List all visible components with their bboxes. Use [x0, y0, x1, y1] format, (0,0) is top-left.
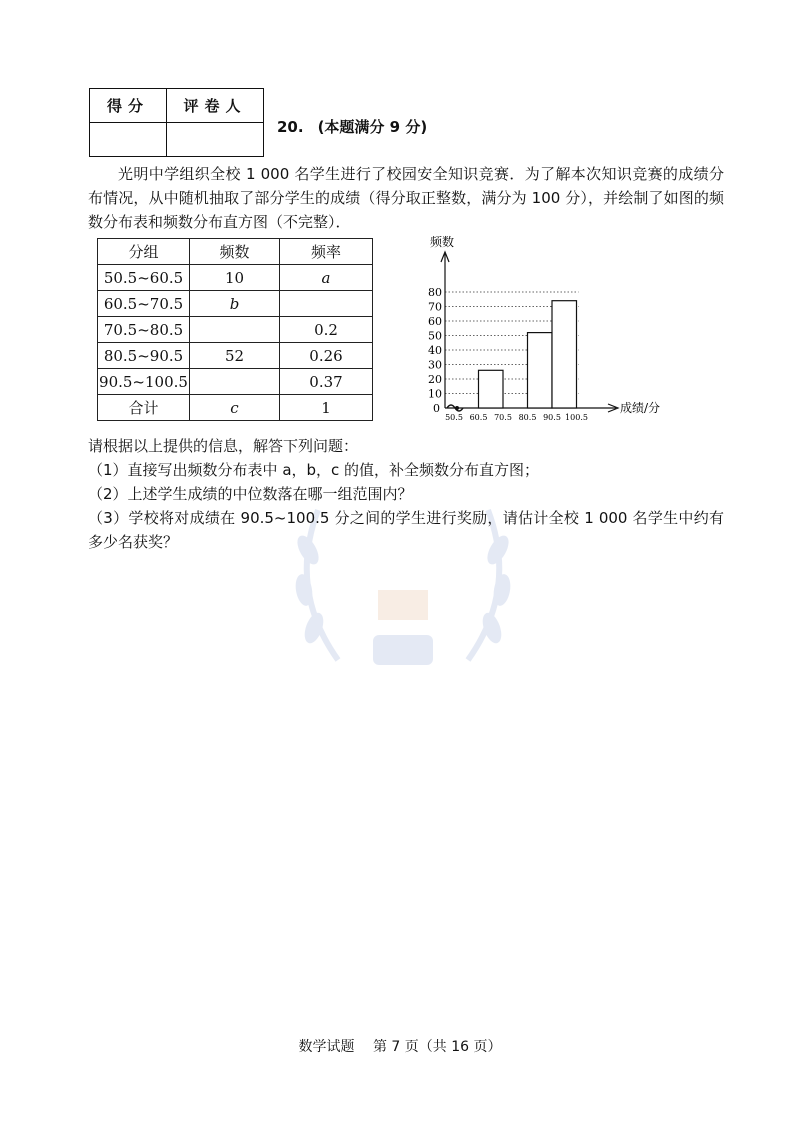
y-tick-label: 50 — [428, 329, 442, 343]
table-cell: 80.5~90.5 — [98, 343, 190, 369]
table-cell — [190, 317, 280, 343]
x-tick-label: 90.5 — [543, 413, 561, 422]
table-row — [98, 369, 373, 395]
table-cell: 60.5~70.5 — [98, 291, 190, 317]
frequency-histogram — [408, 232, 678, 422]
table-cell: 0.2 — [280, 317, 373, 343]
table-row — [98, 317, 373, 343]
axis-break-dot — [455, 406, 459, 410]
table-cell: 1 — [280, 395, 373, 421]
y-tick-label: 30 — [428, 358, 442, 372]
question-list — [88, 434, 724, 554]
header-frequency: 频数 — [190, 239, 280, 265]
table-cell — [280, 291, 373, 317]
table-cell: 10 — [190, 265, 280, 291]
table-cell: 合计 — [98, 395, 190, 421]
header-group: 分组 — [98, 239, 190, 265]
origin-label: 0 — [433, 402, 440, 415]
table-cell — [190, 369, 280, 395]
table-row — [98, 265, 373, 291]
score-cell[interactable] — [90, 123, 167, 157]
y-tick-label: 80 — [428, 286, 442, 299]
table-cell: b — [190, 291, 280, 317]
y-axis-label: 频数 — [430, 235, 455, 249]
sub-question-3: （3）学校将对成绩在 90.5~100.5 分之间的学生进行奖励，请估计全校 1 000 名学生中约有多少名获奖？ — [88, 509, 724, 551]
histogram-bar — [528, 333, 553, 408]
table-row — [98, 395, 373, 421]
table-row — [98, 291, 373, 317]
y-tick-label: 10 — [428, 387, 442, 401]
table-cell: c — [190, 395, 280, 421]
x-tick-label: 50.5 — [445, 413, 463, 422]
table-cell: 50.5~60.5 — [98, 265, 190, 291]
x-tick-label: 60.5 — [469, 413, 488, 422]
histogram-bar — [552, 301, 577, 408]
x-tick-label: 70.5 — [494, 413, 512, 422]
frequency-table — [97, 238, 373, 421]
question-points: (本题满分 9 分) — [317, 118, 428, 136]
grader-label: 评卷人 — [167, 89, 264, 123]
question-heading — [277, 116, 427, 137]
table-cell: a — [280, 265, 373, 291]
x-tick-label: 80.5 — [518, 413, 537, 422]
page-footer: 数学试题 第 7 页（共 16 页） — [298, 1039, 502, 1055]
sub-question-1: （1）直接写出频数分布表中 a，b，c 的值，补全频数分布直方图； — [88, 461, 540, 479]
table-cell: 52 — [190, 343, 280, 369]
x-axis-label: 成绩/分 — [620, 401, 661, 415]
table-header-row — [98, 239, 373, 265]
y-tick-label: 70 — [428, 300, 442, 314]
table-row — [98, 343, 373, 369]
histogram-bar — [479, 370, 504, 408]
score-label: 得分 — [90, 89, 167, 123]
table-cell: 70.5~80.5 — [98, 317, 190, 343]
table-cell: 90.5~100.5 — [98, 369, 190, 395]
question-prompt: 请根据以上提供的信息，解答下列问题： — [88, 437, 359, 455]
table-cell: 0.26 — [280, 343, 373, 369]
sub-question-2: （2）上述学生成绩的中位数落在哪一组范围内？ — [88, 485, 413, 503]
question-number: 20. — [277, 118, 304, 136]
y-tick-label: 40 — [428, 344, 442, 357]
x-tick-label: 100.5 — [565, 413, 588, 422]
table-cell: 0.37 — [280, 369, 373, 395]
grader-cell[interactable] — [167, 123, 264, 157]
y-tick-label: 20 — [428, 373, 442, 386]
score-box — [89, 88, 264, 157]
header-rate: 频率 — [280, 239, 373, 265]
y-tick-label: 60 — [428, 315, 442, 328]
question-intro: 光明中学组织全校 1 000 名学生进行了校园安全知识竞赛．为了解本次知识竞赛的成绩分布情况，从中随机抽取了部分学生的成绩（得分取正整数，满分为 100 分），并绘制了如图的频数分布表和频数分布直方图（不完整）． — [88, 165, 724, 231]
